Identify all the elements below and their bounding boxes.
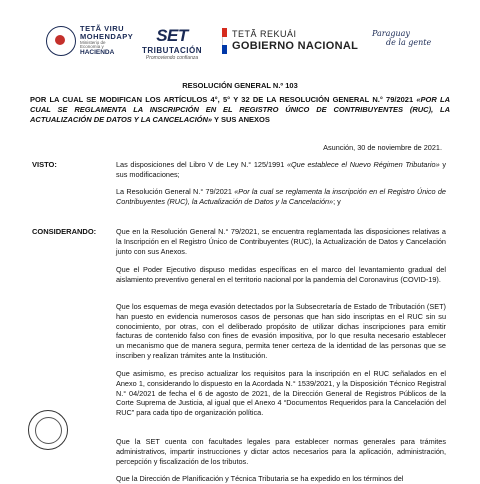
considerando-label: CONSIDERANDO: <box>32 227 97 236</box>
ministry-logo <box>46 25 133 57</box>
visto-p2-end: ; y <box>333 196 341 206</box>
set-logo-name: TRIBUTACIÓN <box>142 46 203 55</box>
ministry-name-guarani-2: MOHENDAPY <box>80 31 134 41</box>
resolution-date: Asunción, 30 de noviembre de 2021. <box>323 143 442 152</box>
slogan-line1: Paraguay <box>372 29 410 38</box>
considerando-paragraph-2: Que el Poder Ejecutivo dispuso medidas específicas en el marco del levantamiento gradual del aislamiento preventivo general en el territorio nacional por la pandemia del Coronavirus (COVID-19). <box>116 265 446 284</box>
slogan-logo <box>372 29 431 47</box>
slogan-line2: de la gente <box>386 38 432 47</box>
ministry-name-hacienda: HACIENDA <box>80 49 115 57</box>
subject-end: Y SUS ANEXOS <box>212 115 270 124</box>
considerando-paragraph-4: Que asimismo, es preciso actualizar los requisitos para la inscripción en el RUC señalados en el Anexo 1, considerando lo dispuesto en la Acordada N.° 1539/2021, y la Disposición Técnico Registral N.° 04/2021 de fecha el 6 de agosto de 2021, de la Dirección General de Registros Públicos de la Corte Suprema de Justicia, al igual que el Anexo 4 “Documentos Requeridos para la Cancelación del RUC” para cada tipo de organización política. <box>116 369 446 418</box>
visto-p2-italic: «Por la cual se reglamenta la inscripción en el Registro Único de Contribuyentes (RUC), la Actualización de Datos y la Cancelación» <box>116 187 446 206</box>
set-logo-mark: SET <box>156 26 188 45</box>
visto-paragraph-1 <box>116 160 446 180</box>
considerando-paragraph-5: Que la SET cuenta con facultades legales para establecer normas generales para trámites administrativos, impartir instrucciones y dictar actos necesarios para la aplicación, administración, percepción y fiscalización de los tributos. <box>116 437 446 466</box>
ministry-name-guarani-1: TETÃ VIRU <box>80 24 125 33</box>
letterhead <box>0 0 480 70</box>
visto-p1-end: y sus modificaciones; <box>116 160 446 179</box>
visto-p1-text: Las disposiciones del Libro V de Ley N.° 125/1991 <box>116 160 287 169</box>
visto-label: VISTO: <box>32 160 57 169</box>
gobierno-nacional-logo <box>222 28 358 54</box>
gobierno-name-spanish: GOBIERNO NACIONAL <box>232 39 359 52</box>
set-logo <box>142 26 202 61</box>
subject-italic: «POR LA CUAL SE REGLAMENTA LA INSCRIPCIÓN EN EL REGISTRO ÚNICO DE CONTRIBUYENTES (RUC), LA ACTUALIZACIÓN DE DATOS Y LA CANCELACIÓN» <box>30 95 450 124</box>
gobierno-name-guarani: TETÃ REKUÁI <box>232 29 297 39</box>
considerando-paragraph-3: Que los esquemas de mega evasión detectados por la Subsecretaría de Estado de Tributación (SET) han puesto en evidencia numerosos casos de personas que han sido inscriptas en el RUC sin su conocimiento, por otras, con el deliberado propósito de utilizar dichas inscripciones para emitir facturas de contenido falso con fines de evasión impositiva, por lo que resulta necesario establecer un mecanismo que de manera segura, permita tener certeza de la identidad de las personas que se inscriben y realizan trámites ante la Institución. <box>116 302 446 360</box>
subject-plain: POR LA CUAL SE MODIFICAN LOS ARTÍCULOS 4°, 5° Y 32 DE LA RESOLUCIÓN GENERAL N.° 79/2021 <box>30 95 417 104</box>
visto-paragraph-2 <box>116 187 446 207</box>
visto-p1-italic: «Que establece el Nuevo Régimen Tributario» <box>286 160 440 169</box>
visto-p2-text: La Resolución General N.° 79/2021 <box>116 187 235 196</box>
ministry-name-line4: Economía y <box>80 44 104 50</box>
ministry-name-line3: Ministerio de <box>80 39 106 45</box>
considerando-paragraph-6: Que la Dirección de Planificación y Técnica Tributaria se ha expedido en los términos del <box>116 474 404 483</box>
resolution-title: RESOLUCIÓN GENERAL N.º 103 <box>182 81 298 90</box>
paraguay-flag-icon <box>222 28 227 54</box>
considerando-paragraph-1: Que en la Resolución General N.° 79/2021, se encuentra reglamentada las disposiciones relativas a la Inscripción en el Registro Único de Contribuyentes (RUC), la Actualización de Datos y Cancelación junto con sus Anexos. <box>116 227 446 256</box>
resolution-subject <box>30 95 450 125</box>
ministry-seal-icon <box>46 26 76 56</box>
official-stamp-icon <box>28 410 68 450</box>
set-logo-tagline: Promoviendo confianza <box>145 55 199 61</box>
